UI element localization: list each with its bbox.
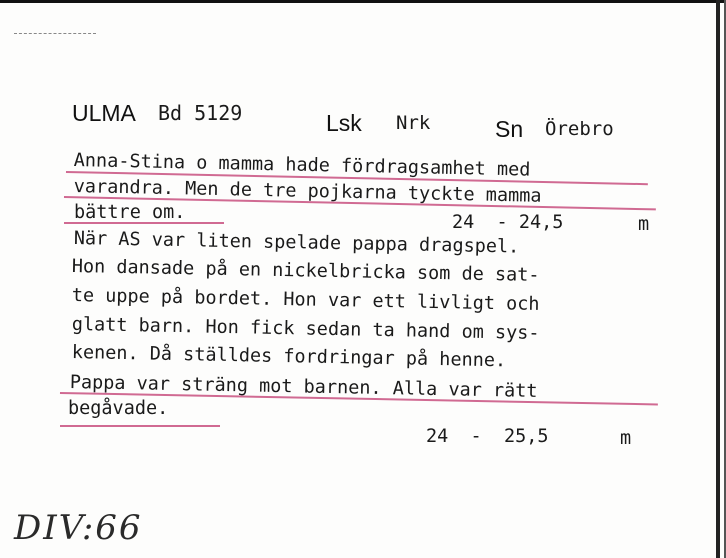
entry2-range: 24 - 25,5 [426,426,549,447]
volume-number: Bd 5129 [158,101,243,125]
card-top-edge [0,0,726,3]
collection-code: Lsk [326,110,362,136]
entry2-line-5: kenen. Då ställdes fordringar på henne. [71,342,507,372]
place-name: Örebro [545,118,614,140]
handwritten-signature: DIV:66 [14,508,143,548]
entry1-underline-3 [64,222,224,224]
archive-code: ULMA [72,100,136,126]
entry1-line-2: varandra. Men de tre pojkarna tyckte mamma [73,176,542,207]
entry1-unit: m [638,214,650,235]
entry1-line-3: bättre om. [74,202,186,223]
place-label: Sn [495,116,524,142]
entry2-line-6: Pappa var sträng mot barnen. Alla var rätt [69,372,538,402]
card-right-edge [716,0,720,558]
entry2-line-3: te uppe på bordet. Hon var ett livligt och [71,285,540,315]
corner-dashed-mark [14,33,96,34]
entry1-line-1: Anna-Stina o mamma hade fördragsamhet med [73,150,531,181]
entry2-underline-7 [60,425,220,427]
entry2-line-7: begåvade. [68,398,169,419]
entry2-line-2: Hon dansade på en nickelbricka som de sat- [71,256,540,286]
entry1-range: 24 - 24,5 [452,212,564,233]
entry2-unit: m [620,428,632,449]
entry2-line-1: När AS var liten spelade pappa dragspel. [73,228,520,258]
district-code: Nrk [396,112,431,134]
entry2-line-4: glatt barn. Hon fick sedan ta hand om sys- [71,314,540,344]
